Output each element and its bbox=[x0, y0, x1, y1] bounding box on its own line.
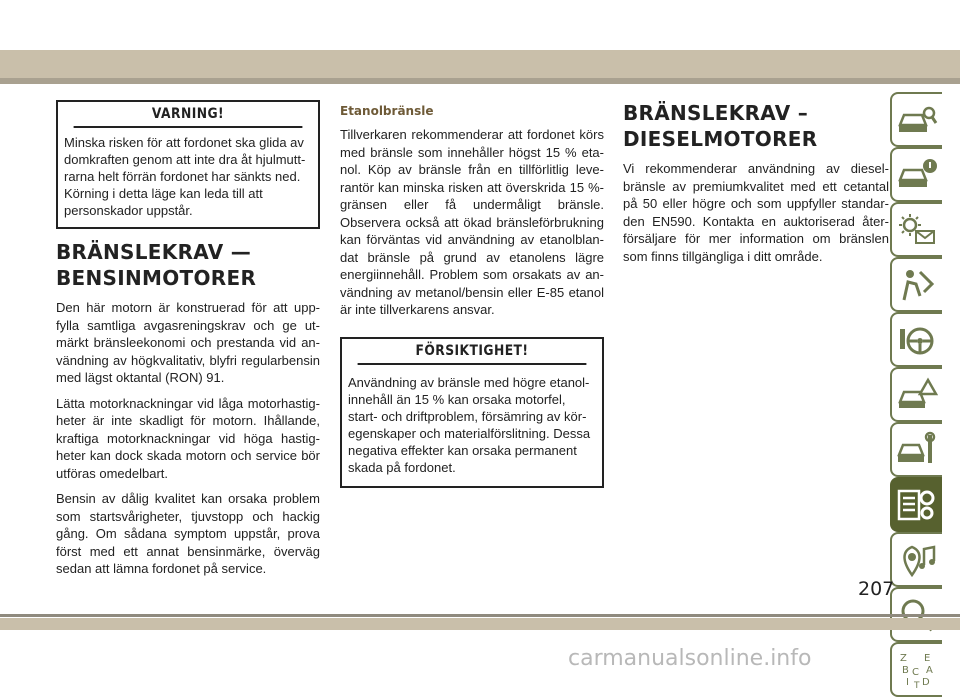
tab-multimedia[interactable] bbox=[890, 532, 942, 587]
text-line: vändning av högkvalitativ, blyfri bbox=[56, 352, 237, 368]
caution-line: innehåll än 15 % kan orsaka motorfel, bbox=[348, 391, 566, 407]
text-line: märkt bränsleekonomi och prestanda vid an- bbox=[56, 335, 320, 350]
tab-technical-specs[interactable] bbox=[890, 477, 942, 532]
paragraph-diesel bbox=[623, 160, 889, 265]
top-decor-band bbox=[0, 50, 960, 78]
text-line: Den här motorn är konstruerad för att upp- bbox=[56, 300, 320, 315]
warning-line: domkraften genom att inte dra åt hjulmutt- bbox=[64, 152, 306, 167]
text-line: som finns tillgängliga i ditt område. bbox=[623, 248, 823, 264]
top-decor-line bbox=[0, 78, 960, 84]
warning-line: Minska risken för att fordonet ska glida av bbox=[64, 135, 304, 150]
text-line: är inte tillverkarens ansvar. bbox=[340, 302, 495, 317]
tab-driving[interactable] bbox=[890, 312, 942, 367]
text-line: som startsvårigheter, tjuvstopp och hackig bbox=[56, 508, 320, 524]
subheading-ethanol: Etanolbränsle bbox=[340, 104, 434, 118]
text-line: Vi rekommenderar användning av diesel- bbox=[623, 161, 889, 176]
text-line: nol. Köp av bränsle från en tillförlitlig leve- bbox=[340, 162, 604, 177]
text-line: först med ett annat bensinmärke, överväg bbox=[56, 543, 320, 559]
car-triangle-icon bbox=[896, 376, 938, 414]
car-info-icon bbox=[896, 156, 938, 194]
text-line: kraftiga motorknackningar vid höga hastig- bbox=[56, 430, 320, 446]
warning-line: personskador uppstår. bbox=[64, 203, 193, 218]
chapter-tabs bbox=[890, 92, 946, 697]
caution-line: skada på fordonet. bbox=[348, 459, 456, 475]
text-line: försäljare för mer information om bränslen bbox=[623, 231, 889, 246]
column-middle bbox=[340, 100, 604, 488]
heading-diesel bbox=[623, 100, 889, 152]
text-line: regularbensin med lägst oktantal (RON) 91. bbox=[56, 352, 320, 385]
list-gear-icon bbox=[896, 486, 938, 524]
caution-line: negativa effekter kan orsaka permanent bbox=[348, 442, 577, 458]
text-line: heter är inte skadligt för motorn. Ihållande, bbox=[56, 413, 320, 428]
caution-line: start- och driftproblem, försämring av kör- bbox=[348, 408, 587, 424]
text-line: Tillverkaren rekommenderar att fordonet körs bbox=[340, 127, 604, 142]
column-left bbox=[56, 100, 320, 586]
warning-line: Körning i detta läge kan leda till att bbox=[64, 186, 263, 201]
text-line: vändning av metanol/bensin eller E-85 etanol bbox=[340, 284, 604, 300]
index-letter: T bbox=[914, 680, 920, 689]
caution-line: egenskaper och materialförslitning. Dessa bbox=[348, 425, 591, 441]
bottom-decor-band bbox=[0, 618, 960, 630]
page-number: 207 bbox=[858, 578, 895, 600]
text-line: gång. Om sådana symptom uppstår, prova bbox=[56, 526, 320, 541]
heading-line: BENSINMOTORER bbox=[56, 266, 257, 290]
index-letter: Z bbox=[900, 652, 907, 664]
heading-line: DIESELMOTORER bbox=[623, 127, 818, 151]
caution-line: Användning av bränsle med högre etanol- bbox=[348, 374, 590, 390]
index-letter: E bbox=[924, 652, 931, 664]
column-right bbox=[623, 100, 889, 273]
index-letter: I bbox=[906, 676, 909, 688]
car-search-icon bbox=[896, 101, 938, 139]
caution-title: FÖRSIKTIGHET! bbox=[358, 339, 587, 365]
text-line: på 50 eller högre och som uppfyller standar- bbox=[623, 196, 889, 211]
text-line: fylla samtliga avgasreningskrav och ge ut- bbox=[56, 317, 320, 333]
text-line: rantör kan minska risken att överskrida 15 %- bbox=[340, 179, 604, 195]
heading-line: BRÄNSLEKRAV — bbox=[56, 240, 252, 264]
paragraph-ethanol bbox=[340, 126, 604, 319]
tab-getting-to-know[interactable] bbox=[890, 92, 942, 147]
warning-line: rarna helt förrän fordonet har sänkts ned. bbox=[64, 169, 301, 184]
text-line: med bränsle som innehåller högst 15 % eta- bbox=[340, 144, 604, 160]
tab-emergency[interactable] bbox=[890, 367, 942, 422]
text-line: Bensin av dålig kvalitet kan orsaka problem bbox=[56, 491, 320, 506]
tab-warning-lights[interactable] bbox=[890, 147, 942, 202]
text-line: Observera också att ökad bränsleförbrukning bbox=[340, 214, 604, 230]
index-letter: B bbox=[902, 664, 909, 676]
caution-text bbox=[342, 365, 602, 486]
watermark: carmanualsonline.info bbox=[568, 646, 812, 671]
caution-box bbox=[340, 337, 604, 488]
text-line: bränsle av premiumkvalitet med ett cetantal bbox=[623, 178, 889, 194]
heading-line: BRÄNSLEKRAV – bbox=[623, 101, 809, 125]
light-envelope-icon bbox=[896, 211, 938, 249]
airbag-person-icon bbox=[896, 266, 938, 304]
text-line: Lätta motorknackningar vid låga motorhastig- bbox=[56, 395, 320, 411]
index-letter: C bbox=[912, 666, 919, 678]
bottom-decor-line bbox=[0, 614, 960, 617]
warning-title: VARNING! bbox=[74, 102, 303, 128]
tab-maintenance[interactable] bbox=[890, 422, 942, 477]
car-wrench-icon bbox=[896, 431, 938, 469]
music-location-icon bbox=[896, 541, 938, 579]
index-letter: D bbox=[922, 676, 930, 688]
paragraph-engine-design bbox=[56, 299, 320, 387]
text-line: energiinnehåll. Problem som orsakats av an- bbox=[340, 267, 604, 282]
paragraph-bad-fuel bbox=[56, 490, 320, 578]
paragraph-knocking bbox=[56, 395, 320, 483]
index-letter: A bbox=[926, 664, 933, 676]
heading-petrol bbox=[56, 239, 320, 291]
tab-starting-operating[interactable] bbox=[890, 202, 942, 257]
warning-box bbox=[56, 100, 320, 229]
alphabet-index-icon bbox=[896, 651, 938, 689]
text-line: gränsen eller få undermåligt bränsle. bbox=[340, 197, 604, 212]
text-line: dat bränsle på grund av etanolens lägre bbox=[340, 249, 604, 265]
text-line: sedan att lämna fordonet på service. bbox=[56, 561, 267, 576]
text-line: heter kan dock skada motorn och service bör bbox=[56, 448, 320, 463]
text-line: den EN590. Kontakta en auktoriserad åter- bbox=[623, 213, 889, 229]
steering-wheel-icon bbox=[896, 321, 938, 359]
text-line: utföras omedelbart. bbox=[56, 465, 169, 481]
warning-text bbox=[58, 128, 318, 227]
tab-index[interactable] bbox=[890, 642, 942, 697]
text-line: kan förväntas vid användning av etanolblan- bbox=[340, 232, 604, 247]
tab-safety[interactable] bbox=[890, 257, 942, 312]
